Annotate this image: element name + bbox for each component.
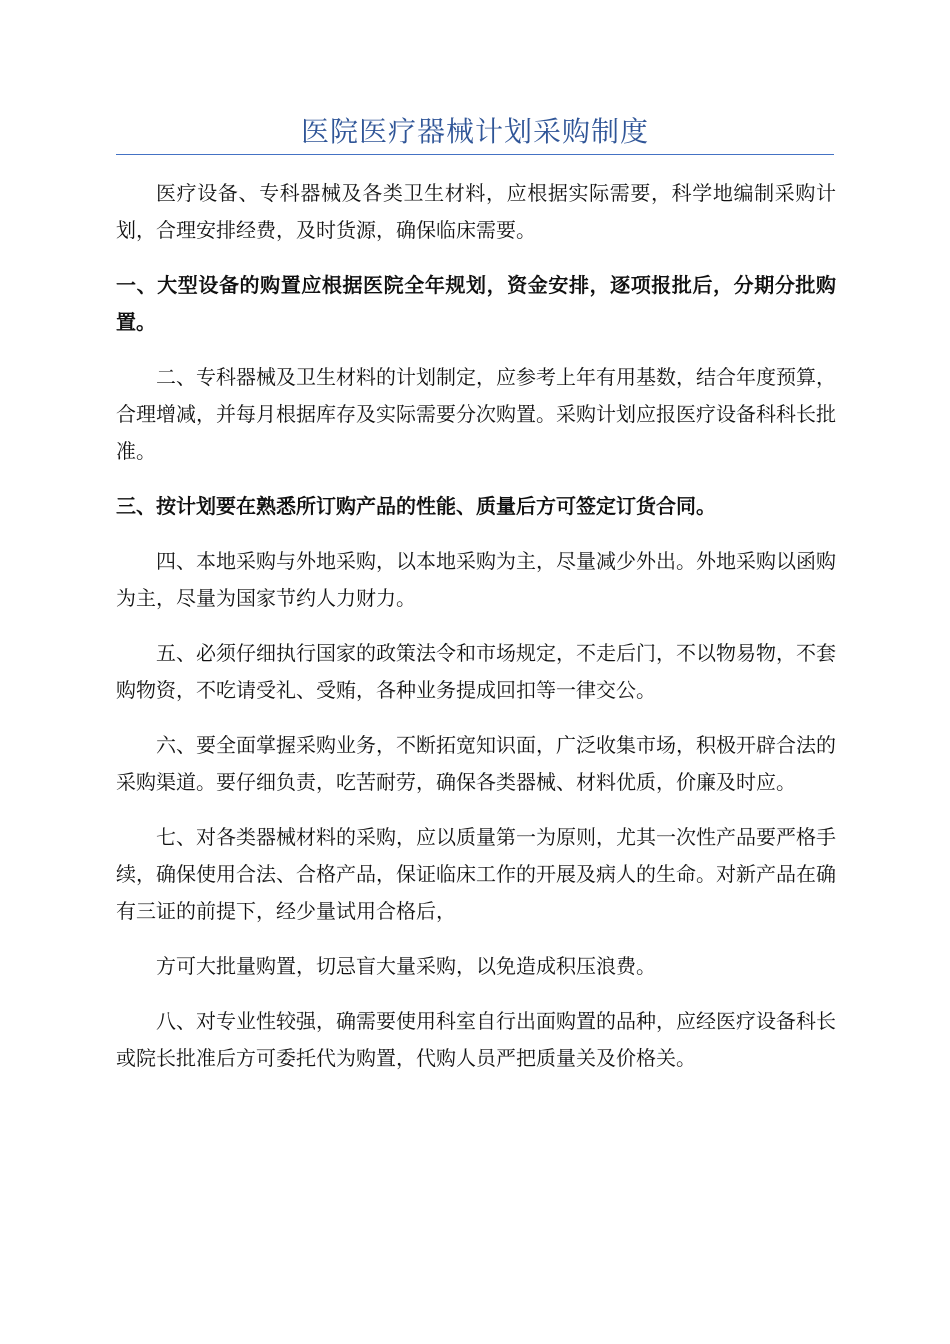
paragraph-item-7-continued: 方可大批量购置，切忌盲大量采购，以免造成积压浪费。 (156, 954, 656, 978)
paragraph-item-7: 七、对各类器械材料的采购，应以质量第一为原则，尤其一次性产品要严格手续，确保使用合法、合格产品，保证临床工作的开展及病人的生命。对新产品在确有三证的前提下，经少量试用合格后， (116, 825, 836, 923)
title-underline (116, 154, 834, 155)
paragraph-intro: 医疗设备、专科器械及各类卫生材料，应根据实际需要，科学地编制采购计划，合理安排经费，及时货源，确保临床需要。 (116, 181, 836, 242)
paragraph-item-4: 四、本地采购与外地采购，以本地采购为主，尽量减少外出。外地采购以函购为主，尽量为国家节约人力财力。 (116, 549, 836, 610)
paragraph-item-6: 六、要全面掌握采购业务，不断拓宽知识面，广泛收集市场，积极开辟合法的采购渠道。要仔细负责，吃苦耐劳，确保各类器械、材料优质，价廉及时应。 (116, 733, 836, 794)
document-body (116, 175, 836, 1095)
paragraph-item-8: 八、对专业性较强，确需要使用科室自行出面购置的品种，应经医疗设备科长或院长批准后方可委托代为购置，代购人员严把质量关及价格关。 (116, 1009, 836, 1070)
page-title: 医院医疗器械计划采购制度 (300, 115, 649, 148)
paragraph-item-5: 五、必须仔细执行国家的政策法令和市场规定，不走后门，不以物易物，不套购物资，不吃请受礼、受贿，各种业务提成回扣等一律交公。 (116, 641, 836, 702)
paragraph-item-1: 一、大型设备的购置应根据医院全年规划，资金安排，逐项报批后，分期分批购置。 (116, 273, 836, 334)
paragraph-item-3: 三、按计划要在熟悉所订购产品的性能、质量后方可签定订货合同。 (116, 494, 716, 518)
paragraph-item-2: 二、专科器械及卫生材料的计划制定，应参考上年有用基数，结合年度预算，合理增减，并每月根据库存及实际需要分次购置。采购计划应报医疗设备科科长批准。 (116, 365, 836, 463)
